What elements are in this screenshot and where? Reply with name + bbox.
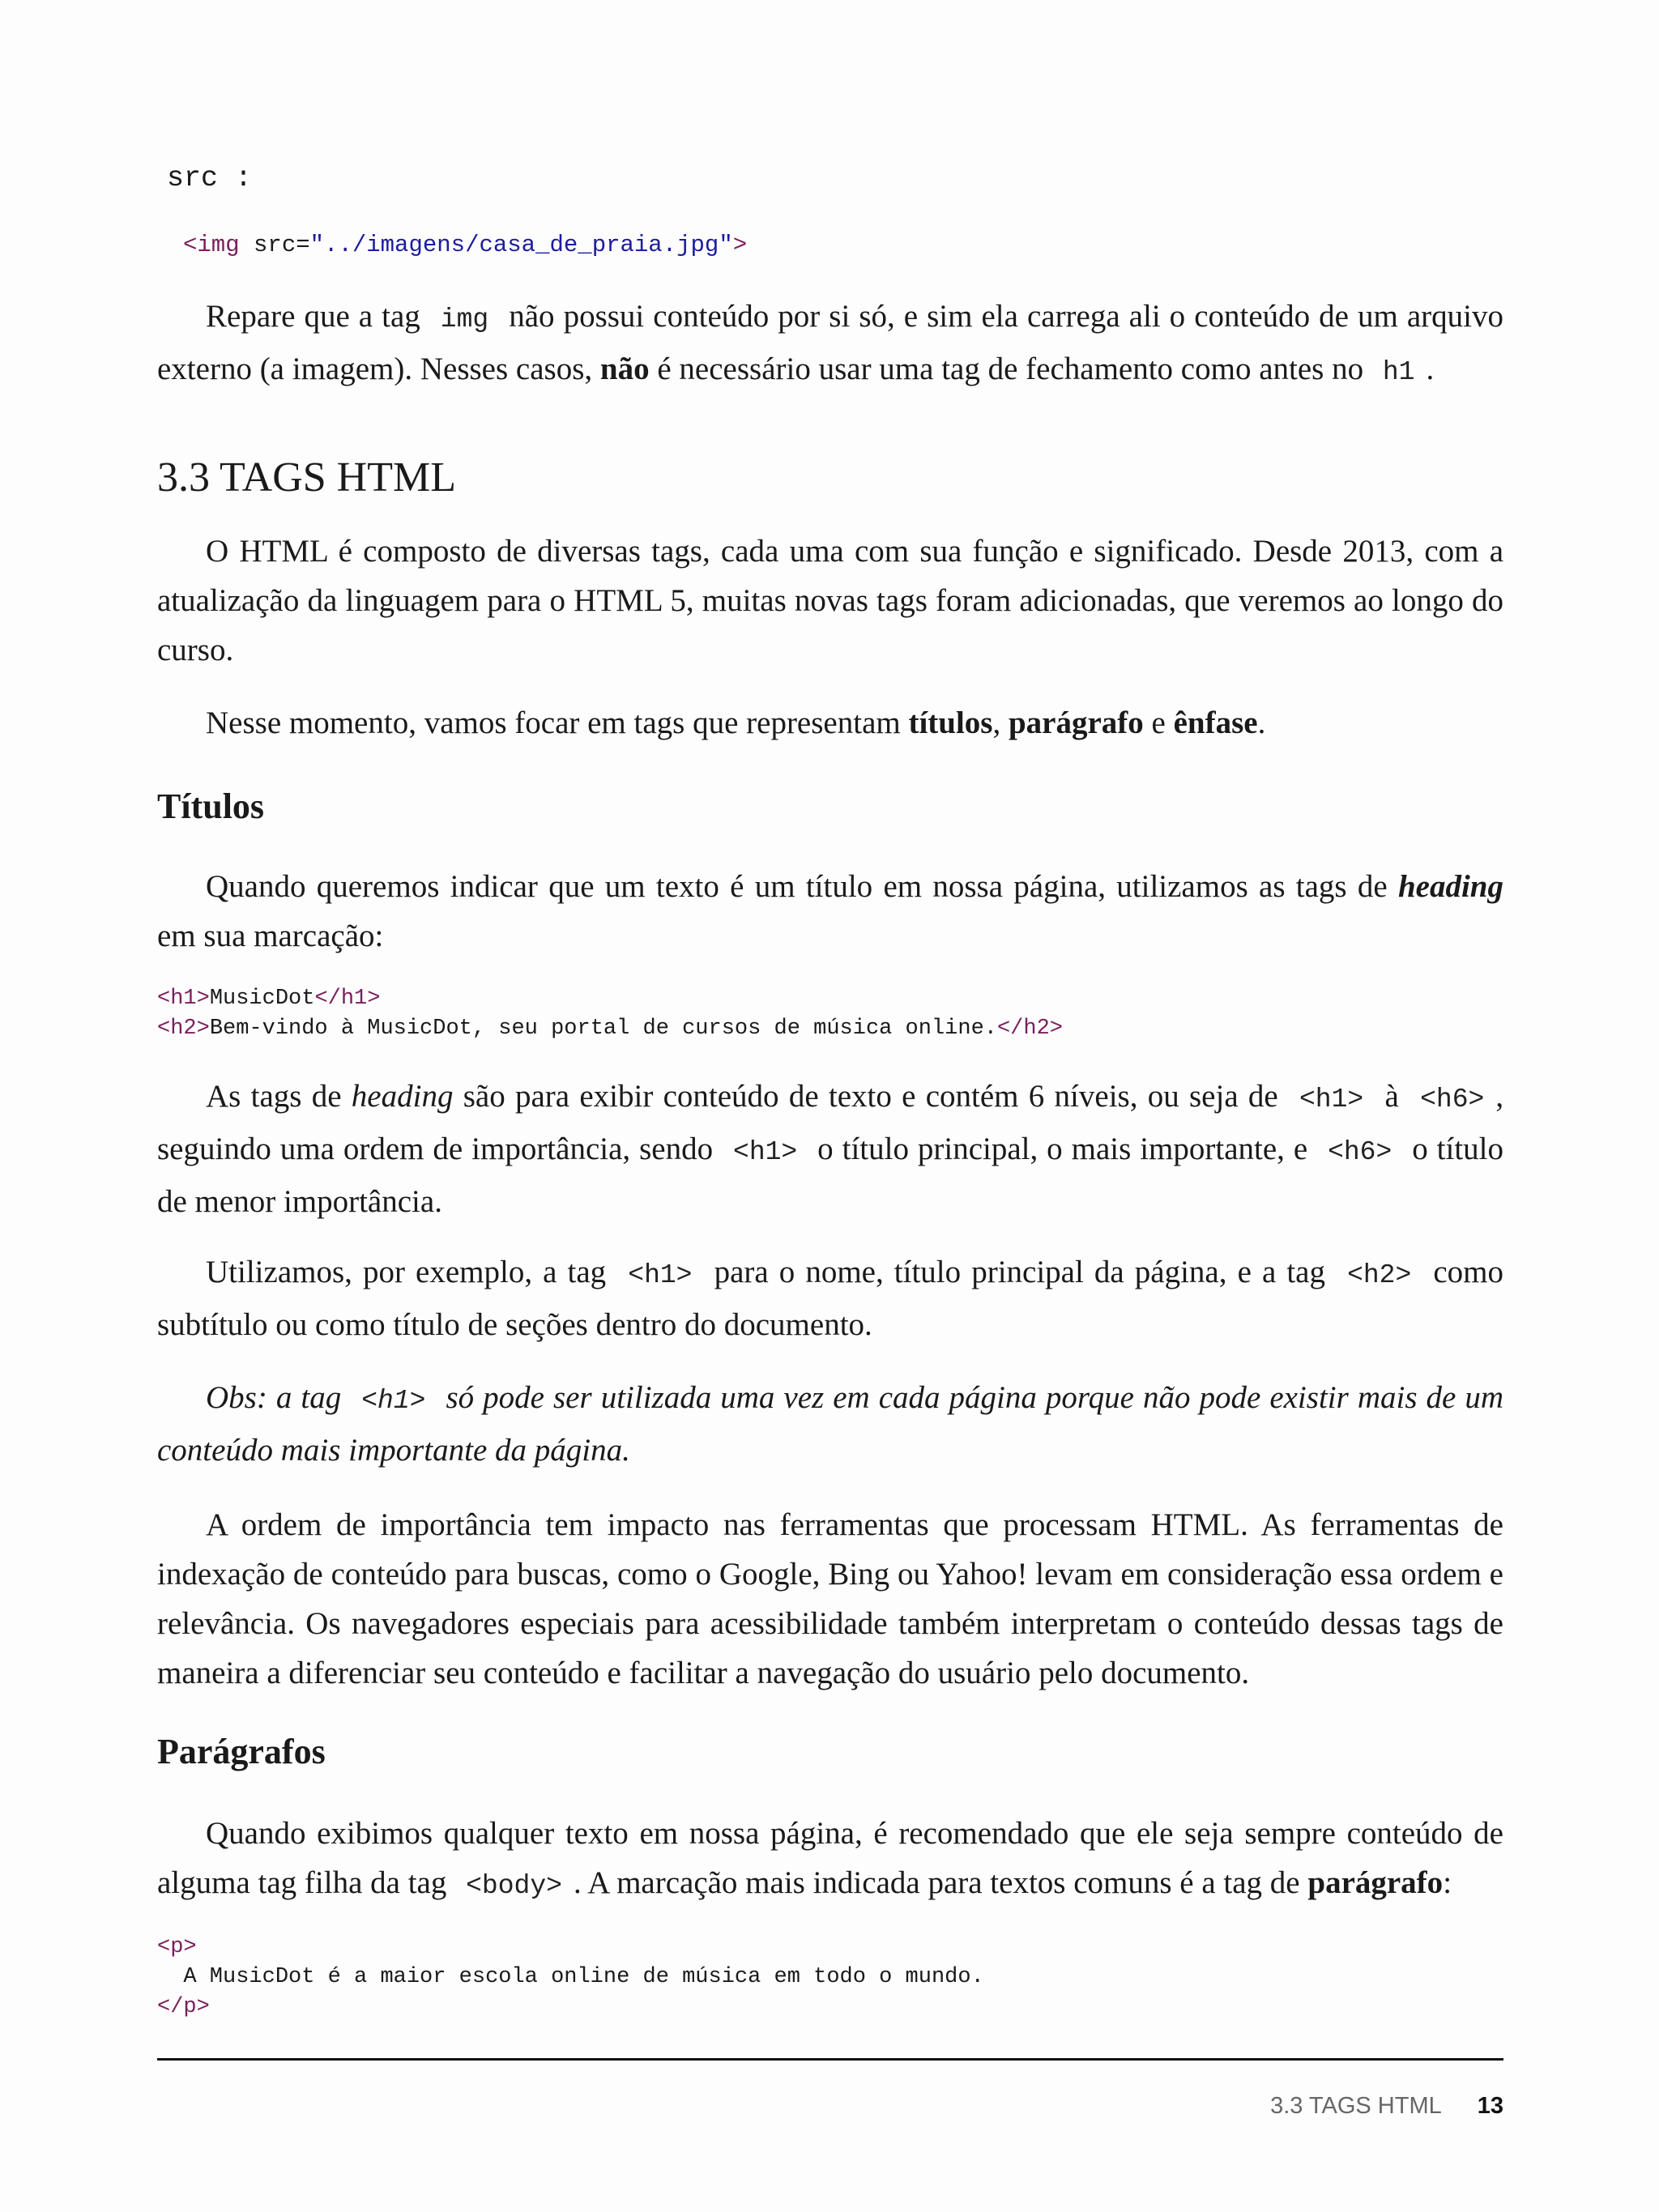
footer-section-title: 3.3 TAGS HTML	[1270, 2093, 1442, 2119]
paragraph-heading: Quando queremos indicar que um texto é um título em nossa página, utilizamos as tags de heading em sua marcação:	[157, 869, 1503, 953]
subsection-title-titulos: Títulos	[157, 786, 265, 826]
page-footer	[1270, 2093, 1503, 2120]
bold-text: parágrafo	[1008, 705, 1144, 740]
bold-text: títulos	[908, 705, 993, 740]
inline-code: h1	[1382, 357, 1415, 387]
paragraph-body: Quando exibimos qualquer texto em nossa página, é recomendado que ele seja sempre conteúdo de alguma tag filha da tag <body> . A marcação mais indicada para textos comuns é a tag de parágrafo:	[157, 1816, 1503, 1901]
code-tag-open: <img	[183, 232, 254, 258]
inline-code: <h1>	[361, 1386, 426, 1416]
src-label	[167, 162, 252, 194]
inline-code: <h6>	[1420, 1085, 1485, 1115]
inline-code: <body>	[466, 1871, 562, 1901]
paragraph-img: Repare que a tag img não possui conteúdo por si só, e sim ela carrega ali o conteúdo de um arquivo externo (a imagem). Nesses casos, não é necessário usar uma tag de fechamento como antes no h1 .	[157, 299, 1504, 387]
code-attr: src=	[254, 232, 310, 258]
code-block-paragraph: <p> A MusicDot é a maior escola online de música em todo o mundo. </p>	[157, 1935, 984, 2019]
subsection-title-paragrafos: Parágrafos	[157, 1732, 326, 1771]
src-colon: :	[235, 162, 253, 194]
inline-code: <h1>	[1299, 1085, 1364, 1115]
paragraph-usage: Utilizamos, por exemplo, a tag <h1> para o nome, título principal da página, e a tag <h2> como subtítulo ou como título de seções dentro do documento.	[157, 1255, 1504, 1342]
emphasis-text: heading	[351, 1079, 454, 1114]
code-block-headings: <h1>MusicDot</h1> <h2>Bem-vindo à MusicDot, seu portal de cursos de música online.</h2>	[157, 987, 1063, 1041]
paragraph-obs: Obs: a tag <h1> só pode ser utilizada uma vez em cada página porque não pode existir mais de um conteúdo mais importante da página.	[157, 1380, 1504, 1468]
paragraph-levels: As tags de heading são para exibir conteúdo de texto e contém 6 níveis, ou seja de <h1> à <h6> , seguindo uma ordem de importância, sendo <h1> o título principal, o mais importante, e <h6> o título de menor importância.	[157, 1079, 1504, 1219]
bold-text: não	[599, 352, 650, 386]
page-number: 13	[1477, 2093, 1503, 2119]
inline-code: img	[440, 305, 489, 335]
emphasis-text: heading	[1397, 869, 1503, 904]
paragraph-intro: O HTML é composto de diversas tags, cada uma com sua função e significado. Desde 2013, com a atualização da linguagem para o HTML 5, muitas novas tags foram adicionadas, que veremos ao longo do curso.	[157, 534, 1503, 667]
bold-text: parágrafo	[1307, 1865, 1444, 1900]
code-attr-value: "../imagens/casa_de_praia.jpg"	[309, 232, 733, 258]
paragraph-focus: Nesse momento, vamos focar em tags que representam títulos, parágrafo e ênfase.	[206, 705, 1266, 740]
code-tag-close: >	[732, 232, 748, 258]
section-title: 3.3 TAGS HTML	[157, 454, 457, 501]
footer-divider	[157, 2058, 1503, 2061]
inline-code: <h1>	[628, 1260, 693, 1290]
inline-code: <h2>	[1347, 1260, 1412, 1290]
img-code-example	[183, 232, 747, 258]
bold-text: ênfase	[1173, 705, 1258, 740]
paragraph-order: A ordem de importância tem impacto nas ferramentas que processam HTML. As ferramentas de indexação de conteúdo para buscas, como o Google, Bing ou Yahoo! levam em consideração essa ordem e relevância. Os navegadores especiais para acessibilidade também interpretam o conteúdo dessas tags de maneira a diferenciar seu conteúdo e facilitar a navegação do usuário pelo documento.	[157, 1507, 1503, 1690]
inline-code: <h1>	[733, 1137, 798, 1167]
src-attr-text: src	[167, 162, 219, 194]
inline-code: <h6>	[1328, 1137, 1392, 1167]
